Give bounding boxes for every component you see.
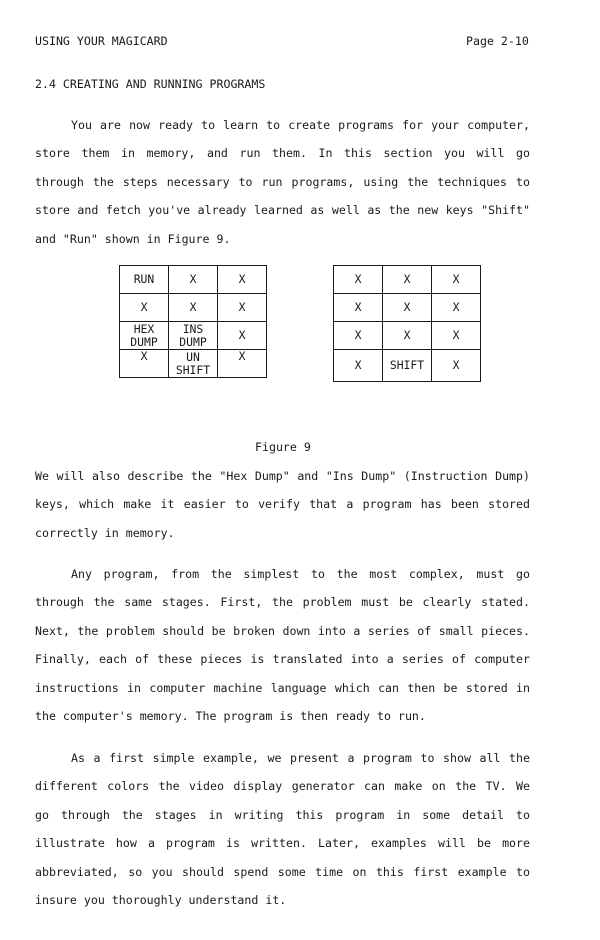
keypad-diagram-right bbox=[333, 265, 481, 382]
text-line: As a first simple example, we present a program to show all the bbox=[71, 751, 530, 765]
key-cell-ins-dump: INS DUMP bbox=[169, 322, 218, 350]
key-cell-hex-dump: HEX DUMP bbox=[120, 322, 169, 350]
key-cell: X bbox=[334, 266, 383, 294]
text-line: Any program, from the simplest to the most complex, must go bbox=[71, 567, 530, 581]
figure-caption: Figure 9 bbox=[255, 440, 311, 454]
key-cell: X bbox=[218, 266, 267, 294]
paragraph-intro bbox=[35, 111, 530, 253]
key-cell: X bbox=[218, 294, 267, 322]
text-line: the computer's memory. The program is then ready to run. bbox=[35, 708, 426, 723]
key-cell: RUN bbox=[120, 266, 169, 294]
text-line: store them in memory, and run them. In this section you will go bbox=[35, 146, 530, 161]
key-cell: X bbox=[169, 294, 218, 322]
key-cell: X bbox=[432, 266, 481, 294]
key-cell-shift: SHIFT bbox=[383, 350, 432, 382]
key-cell: X bbox=[218, 350, 267, 378]
paragraph-dump-keys bbox=[35, 462, 530, 547]
key-cell: X bbox=[120, 350, 169, 378]
key-cell: X bbox=[383, 294, 432, 322]
key-cell: X bbox=[383, 322, 432, 350]
page-number: Page 2-10 bbox=[466, 34, 529, 48]
key-cell: X bbox=[383, 266, 432, 294]
text-line: You are now ready to learn to create programs for your computer, bbox=[71, 118, 530, 132]
text-line: keys, which make it easier to verify that a program has been stored bbox=[35, 497, 530, 512]
key-cell: X bbox=[169, 266, 218, 294]
page-header-title: USING YOUR MAGICARD bbox=[35, 34, 168, 48]
key-cell-unshift: UN SHIFT bbox=[169, 350, 218, 378]
text-line: insure you thoroughly understand it. bbox=[35, 892, 287, 907]
text-line: We will also describe the "Hex Dump" and "Ins Dump" (Instruction Dump) bbox=[35, 469, 530, 483]
text-line: and "Run" shown in Figure 9. bbox=[35, 231, 231, 246]
text-line: different colors the video display generator can make on the TV. We bbox=[35, 779, 530, 794]
paragraph-first-example bbox=[35, 744, 530, 914]
key-cell: X bbox=[218, 322, 267, 350]
text-line: instructions in computer machine language which can then be stored in bbox=[35, 680, 530, 695]
text-line: illustrate how a program is written. Later, examples will be more bbox=[35, 836, 530, 851]
text-line: Next, the problem should be broken down into a series of small pieces. bbox=[35, 623, 530, 638]
key-cell: X bbox=[334, 294, 383, 322]
text-line: Finally, each of these pieces is translated into a series of computer bbox=[35, 652, 530, 667]
paragraph-program-stages bbox=[35, 560, 530, 730]
key-cell: X bbox=[432, 322, 481, 350]
key-cell: X bbox=[120, 294, 169, 322]
key-cell: X bbox=[432, 294, 481, 322]
key-cell: X bbox=[432, 350, 481, 382]
text-line: store and fetch you've already learned as well as the new keys "Shift" bbox=[35, 203, 530, 218]
key-cell: X bbox=[334, 350, 383, 382]
text-line: through the same stages. First, the problem must be clearly stated. bbox=[35, 595, 530, 610]
text-line: correctly in memory. bbox=[35, 525, 175, 540]
text-line: go through the stages in writing this program in some detail to bbox=[35, 807, 530, 822]
keypad-diagram-left bbox=[119, 265, 267, 378]
text-line: abbreviated, so you should spend some time on this first example to bbox=[35, 864, 530, 879]
text-line: through the steps necessary to run programs, using the techniques to bbox=[35, 174, 530, 189]
section-title: 2.4 CREATING AND RUNNING PROGRAMS bbox=[35, 77, 266, 91]
key-cell: X bbox=[334, 322, 383, 350]
